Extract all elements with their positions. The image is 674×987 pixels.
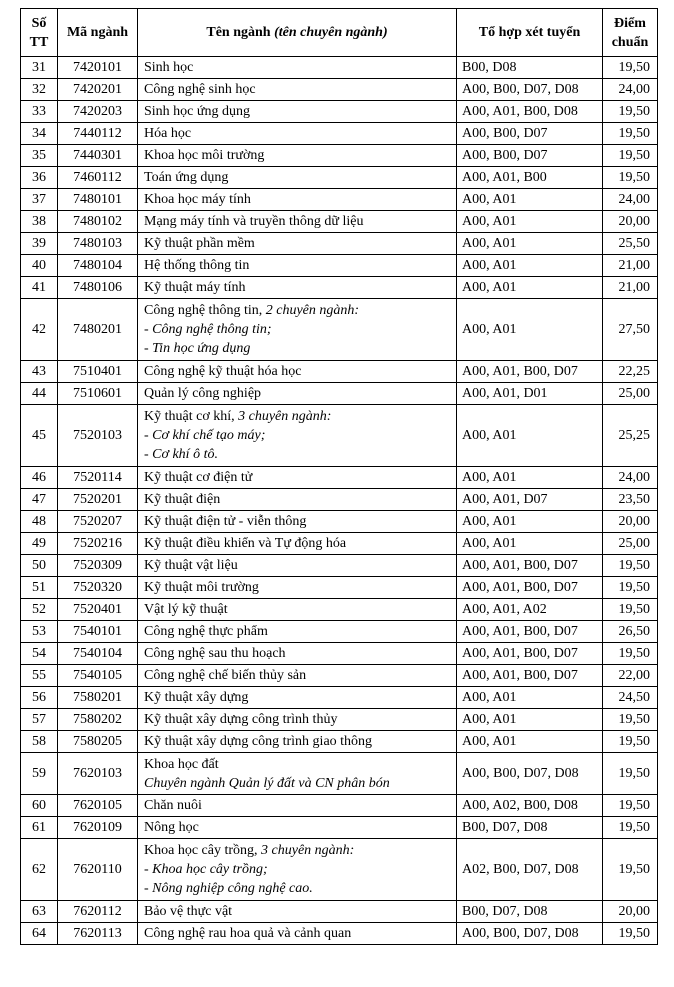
row-ma-nganh: 7520320 — [58, 577, 138, 599]
row-stt: 49 — [21, 533, 58, 555]
row-to-hop: A00, A01, B00, D07 — [457, 665, 603, 687]
row-diem-chuan: 19,50 — [603, 145, 658, 167]
row-to-hop: A00, A01, B00, D07 — [457, 621, 603, 643]
row-ten-nganh — [138, 511, 457, 533]
row-ma-nganh: 7520401 — [58, 599, 138, 621]
major-name-line — [144, 534, 451, 553]
major-name-line — [144, 58, 451, 77]
table-row — [21, 643, 658, 665]
row-ten-nganh — [138, 489, 457, 511]
table-row — [21, 467, 658, 489]
table-row — [21, 687, 658, 709]
row-stt: 59 — [21, 753, 58, 795]
row-ma-nganh: 7420101 — [58, 57, 138, 79]
major-name: Khoa học môi trường — [144, 148, 265, 163]
specialization-item: - Nông nghiệp công nghệ cao. — [144, 881, 313, 896]
row-stt: 52 — [21, 599, 58, 621]
row-ma-nganh: 7420203 — [58, 101, 138, 123]
row-stt: 42 — [21, 299, 58, 361]
row-diem-chuan: 26,50 — [603, 621, 658, 643]
row-ma-nganh: 7520201 — [58, 489, 138, 511]
row-to-hop: A00, A01, B00, D07 — [457, 577, 603, 599]
row-diem-chuan: 22,00 — [603, 665, 658, 687]
table-row — [21, 277, 658, 299]
table-row — [21, 511, 658, 533]
major-name: Khoa học cây trồng, — [144, 843, 262, 858]
row-stt: 53 — [21, 621, 58, 643]
table-row — [21, 57, 658, 79]
major-name: Công nghệ rau hoa quả và cảnh quan — [144, 926, 352, 941]
specialization-item: - Tin học ứng dụng — [144, 341, 251, 356]
row-to-hop: A00, A01, D07 — [457, 489, 603, 511]
table-row — [21, 383, 658, 405]
table-row — [21, 621, 658, 643]
row-ten-nganh — [138, 145, 457, 167]
row-ma-nganh: 7520207 — [58, 511, 138, 533]
row-stt: 39 — [21, 233, 58, 255]
row-stt: 38 — [21, 211, 58, 233]
row-ten-nganh — [138, 731, 457, 753]
specialization-item: - Cơ khí ô tô. — [144, 447, 218, 462]
major-name-line — [144, 818, 451, 837]
row-ma-nganh: 7620105 — [58, 795, 138, 817]
major-name-line — [144, 278, 451, 297]
major-name: Kỹ thuật cơ điện tử — [144, 470, 253, 485]
row-ten-nganh — [138, 817, 457, 839]
specialization-item: Chuyên ngành Quản lý đất và CN phân bón — [144, 775, 390, 791]
row-diem-chuan: 19,50 — [603, 101, 658, 123]
row-ma-nganh: 7440112 — [58, 123, 138, 145]
row-stt: 44 — [21, 383, 58, 405]
major-name-line — [144, 190, 451, 209]
header-to-hop: Tổ hợp xét tuyển — [457, 9, 603, 57]
specialization-count: 3 chuyên ngành: — [261, 843, 355, 858]
row-ten-nganh — [138, 277, 457, 299]
major-name-line — [144, 732, 451, 751]
row-stt: 47 — [21, 489, 58, 511]
major-name-line — [144, 490, 451, 509]
table-row — [21, 233, 658, 255]
row-diem-chuan: 25,00 — [603, 533, 658, 555]
row-ten-nganh — [138, 299, 457, 361]
major-name: Kỹ thuật xây dựng — [144, 690, 249, 705]
table-row — [21, 361, 658, 383]
table-row — [21, 145, 658, 167]
row-ten-nganh — [138, 57, 457, 79]
row-ten-nganh — [138, 621, 457, 643]
row-diem-chuan: 21,00 — [603, 255, 658, 277]
row-diem-chuan: 20,00 — [603, 211, 658, 233]
row-ma-nganh: 7520103 — [58, 405, 138, 467]
major-name-line — [144, 600, 451, 619]
major-name-line — [144, 256, 451, 275]
row-diem-chuan: 24,00 — [603, 189, 658, 211]
row-stt: 58 — [21, 731, 58, 753]
major-name-line — [144, 924, 451, 943]
header-ten-nganh-italic: (tên chuyên ngành) — [274, 25, 388, 40]
table-row — [21, 731, 658, 753]
major-name-line — [144, 234, 451, 253]
row-stt: 36 — [21, 167, 58, 189]
row-ten-nganh — [138, 599, 457, 621]
major-name-line — [144, 841, 451, 860]
table-row — [21, 795, 658, 817]
major-name-line — [144, 644, 451, 663]
row-ten-nganh — [138, 533, 457, 555]
row-ma-nganh: 7620112 — [58, 901, 138, 923]
row-stt: 61 — [21, 817, 58, 839]
row-diem-chuan: 25,25 — [603, 405, 658, 467]
major-name-line — [144, 301, 451, 320]
row-diem-chuan: 27,50 — [603, 299, 658, 361]
specialization-count: 3 chuyên ngành: — [238, 409, 332, 424]
major-name: Nông học — [144, 820, 199, 835]
row-to-hop: B00, D07, D08 — [457, 901, 603, 923]
row-stt: 62 — [21, 839, 58, 901]
row-stt: 41 — [21, 277, 58, 299]
row-stt: 50 — [21, 555, 58, 577]
row-ten-nganh — [138, 577, 457, 599]
row-ma-nganh: 7520309 — [58, 555, 138, 577]
table-row — [21, 555, 658, 577]
row-diem-chuan: 20,00 — [603, 901, 658, 923]
row-to-hop: A00, A01 — [457, 731, 603, 753]
major-name: Kỹ thuật vật liệu — [144, 558, 238, 573]
row-ten-nganh — [138, 405, 457, 467]
major-name: Sinh học ứng dụng — [144, 104, 250, 119]
row-ma-nganh: 7440301 — [58, 145, 138, 167]
row-to-hop: A00, A01, B00, D07 — [457, 361, 603, 383]
row-to-hop: A00, A01, B00, D07 — [457, 643, 603, 665]
row-stt: 35 — [21, 145, 58, 167]
row-to-hop: A00, A01 — [457, 299, 603, 361]
row-ten-nganh — [138, 555, 457, 577]
row-ma-nganh: 7510601 — [58, 383, 138, 405]
header-ten-nganh-main: Tên ngành — [206, 25, 275, 40]
row-stt: 64 — [21, 923, 58, 945]
major-name-line — [144, 102, 451, 121]
row-diem-chuan: 24,00 — [603, 79, 658, 101]
row-ma-nganh: 7540101 — [58, 621, 138, 643]
row-ten-nganh — [138, 255, 457, 277]
row-diem-chuan: 19,50 — [603, 167, 658, 189]
major-name: Công nghệ sau thu hoạch — [144, 646, 286, 661]
row-to-hop: A00, A01 — [457, 255, 603, 277]
row-diem-chuan: 19,50 — [603, 817, 658, 839]
row-diem-chuan: 19,50 — [603, 123, 658, 145]
row-to-hop: B00, D08 — [457, 57, 603, 79]
major-name: Sinh học — [144, 60, 194, 75]
row-stt: 33 — [21, 101, 58, 123]
table-row — [21, 533, 658, 555]
row-ten-nganh — [138, 123, 457, 145]
major-name-line — [144, 146, 451, 165]
row-ma-nganh: 7520216 — [58, 533, 138, 555]
row-stt: 63 — [21, 901, 58, 923]
row-ma-nganh: 7480101 — [58, 189, 138, 211]
row-ten-nganh — [138, 795, 457, 817]
row-stt: 51 — [21, 577, 58, 599]
row-ten-nganh — [138, 839, 457, 901]
major-name: Toán ứng dụng — [144, 170, 229, 185]
row-to-hop: A00, B00, D07, D08 — [457, 923, 603, 945]
major-name-line — [144, 407, 451, 426]
table-row — [21, 101, 658, 123]
specialization-item: - Cơ khí chế tạo máy; — [144, 428, 266, 443]
table-row — [21, 599, 658, 621]
major-name: Vật lý kỹ thuật — [144, 602, 228, 617]
row-ma-nganh: 7620110 — [58, 839, 138, 901]
major-name: Chăn nuôi — [144, 798, 202, 813]
row-stt: 46 — [21, 467, 58, 489]
row-ma-nganh: 7620109 — [58, 817, 138, 839]
row-to-hop: A00, B00, D07 — [457, 145, 603, 167]
row-to-hop: A00, A01 — [457, 233, 603, 255]
table-row — [21, 817, 658, 839]
row-stt: 31 — [21, 57, 58, 79]
row-stt: 40 — [21, 255, 58, 277]
row-ten-nganh — [138, 753, 457, 795]
major-name-line — [144, 362, 451, 381]
row-diem-chuan: 19,50 — [603, 709, 658, 731]
row-ten-nganh — [138, 189, 457, 211]
row-to-hop: A02, B00, D07, D08 — [457, 839, 603, 901]
row-ma-nganh: 7620113 — [58, 923, 138, 945]
table-row — [21, 255, 658, 277]
row-ten-nganh — [138, 211, 457, 233]
row-ma-nganh: 7540105 — [58, 665, 138, 687]
major-name: Kỹ thuật xây dựng công trình thủy — [144, 712, 338, 727]
row-to-hop: A00, A02, B00, D08 — [457, 795, 603, 817]
row-to-hop: A00, A01 — [457, 405, 603, 467]
row-stt: 60 — [21, 795, 58, 817]
major-name: Kỹ thuật điện — [144, 492, 221, 507]
major-name-line — [144, 688, 451, 707]
specialization-count: 2 chuyên ngành: — [265, 303, 360, 318]
major-name-line — [144, 666, 451, 685]
row-to-hop: A00, A01, B00, D08 — [457, 101, 603, 123]
row-to-hop: A00, A01 — [457, 211, 603, 233]
row-ten-nganh — [138, 665, 457, 687]
major-name: Kỹ thuật điều khiển và Tự động hóa — [144, 536, 347, 551]
row-ma-nganh: 7460112 — [58, 167, 138, 189]
row-ma-nganh: 7540104 — [58, 643, 138, 665]
row-to-hop: A00, A01 — [457, 687, 603, 709]
specialization-item: - Công nghệ thông tin; — [144, 322, 272, 337]
row-stt: 37 — [21, 189, 58, 211]
table-body — [21, 57, 658, 945]
row-ten-nganh — [138, 687, 457, 709]
row-diem-chuan: 25,00 — [603, 383, 658, 405]
major-name: Kỹ thuật cơ khí, — [144, 409, 239, 424]
row-to-hop: A00, A01 — [457, 277, 603, 299]
table-header-row — [21, 9, 658, 57]
row-to-hop: A00, A01 — [457, 511, 603, 533]
row-ten-nganh — [138, 361, 457, 383]
major-name-line — [144, 512, 451, 531]
table-row — [21, 405, 658, 467]
table-row — [21, 839, 658, 901]
row-to-hop: A00, A01, A02 — [457, 599, 603, 621]
major-name: Công nghệ thực phẩm — [144, 624, 268, 639]
row-ten-nganh — [138, 383, 457, 405]
major-name: Kỹ thuật phần mềm — [144, 236, 255, 251]
major-name-line — [144, 384, 451, 403]
major-name: Bảo vệ thực vật — [144, 904, 233, 919]
major-name-line — [144, 622, 451, 641]
major-name: Hóa học — [144, 126, 192, 141]
row-stt: 34 — [21, 123, 58, 145]
table-row — [21, 577, 658, 599]
table-row — [21, 189, 658, 211]
row-diem-chuan: 19,50 — [603, 599, 658, 621]
major-name-line — [144, 578, 451, 597]
major-name: Mạng máy tính và truyền thông dữ liệu — [144, 214, 364, 229]
row-diem-chuan: 19,50 — [603, 643, 658, 665]
header-ma-nganh: Mã ngành — [58, 9, 138, 57]
row-to-hop: A00, B00, D07, D08 — [457, 79, 603, 101]
major-name: Khoa học đất — [144, 756, 219, 772]
major-name: Kỹ thuật điện tử - viễn thông — [144, 514, 307, 529]
header-diem-chuan: Điểm chuẩn — [603, 9, 658, 57]
row-diem-chuan: 19,50 — [603, 577, 658, 599]
major-name-line — [144, 710, 451, 729]
major-name: Kỹ thuật máy tính — [144, 280, 246, 295]
row-ma-nganh: 7580205 — [58, 731, 138, 753]
row-to-hop: A00, A01 — [457, 533, 603, 555]
major-name-line — [144, 796, 451, 815]
row-ma-nganh: 7510401 — [58, 361, 138, 383]
row-stt: 56 — [21, 687, 58, 709]
row-diem-chuan: 21,00 — [603, 277, 658, 299]
row-ma-nganh: 7480102 — [58, 211, 138, 233]
table-row — [21, 753, 658, 795]
row-stt: 54 — [21, 643, 58, 665]
table-row — [21, 167, 658, 189]
major-name: Công nghệ kỹ thuật hóa học — [144, 364, 302, 379]
header-stt: Số TT — [21, 9, 58, 57]
major-name-line — [144, 755, 451, 774]
row-ten-nganh — [138, 101, 457, 123]
major-name: Công nghệ chế biến thủy sản — [144, 668, 307, 683]
row-ma-nganh: 7420201 — [58, 79, 138, 101]
major-name-line — [144, 168, 451, 187]
table-row — [21, 79, 658, 101]
row-to-hop: A00, B00, D07, D08 — [457, 753, 603, 795]
table-row — [21, 123, 658, 145]
admission-scores-table — [20, 8, 658, 945]
row-ma-nganh: 7480201 — [58, 299, 138, 361]
row-to-hop: A00, A01 — [457, 189, 603, 211]
row-diem-chuan: 22,25 — [603, 361, 658, 383]
table-row — [21, 901, 658, 923]
row-ma-nganh: 7580202 — [58, 709, 138, 731]
major-name-line — [144, 212, 451, 231]
row-ten-nganh — [138, 167, 457, 189]
row-diem-chuan: 20,00 — [603, 511, 658, 533]
table-row — [21, 299, 658, 361]
row-to-hop: A00, B00, D07 — [457, 123, 603, 145]
major-name: Công nghệ sinh học — [144, 82, 256, 97]
major-name: Hệ thống thông tin — [144, 258, 250, 273]
row-diem-chuan: 19,50 — [603, 753, 658, 795]
row-ma-nganh: 7480104 — [58, 255, 138, 277]
row-diem-chuan: 19,50 — [603, 923, 658, 945]
row-ma-nganh: 7520114 — [58, 467, 138, 489]
row-stt: 32 — [21, 79, 58, 101]
major-name: Quản lý công nghiệp — [144, 386, 262, 401]
row-diem-chuan: 19,50 — [603, 555, 658, 577]
table-row — [21, 489, 658, 511]
major-name: Kỹ thuật xây dựng công trình giao thông — [144, 734, 373, 749]
row-ma-nganh: 7480103 — [58, 233, 138, 255]
row-ten-nganh — [138, 233, 457, 255]
major-name-line — [144, 124, 451, 143]
row-stt: 45 — [21, 405, 58, 467]
row-ma-nganh: 7480106 — [58, 277, 138, 299]
row-diem-chuan: 24,50 — [603, 687, 658, 709]
row-to-hop: B00, D07, D08 — [457, 817, 603, 839]
row-to-hop: A00, A01, B00, D07 — [457, 555, 603, 577]
row-diem-chuan: 25,50 — [603, 233, 658, 255]
major-name-line — [144, 556, 451, 575]
row-ten-nganh — [138, 709, 457, 731]
row-to-hop: A00, A01 — [457, 467, 603, 489]
row-to-hop: A00, A01 — [457, 709, 603, 731]
row-ten-nganh — [138, 923, 457, 945]
row-diem-chuan: 19,50 — [603, 57, 658, 79]
major-name-line — [144, 80, 451, 99]
row-to-hop: A00, A01, B00 — [457, 167, 603, 189]
major-name: Công nghệ thông tin, — [144, 303, 266, 318]
row-to-hop: A00, A01, D01 — [457, 383, 603, 405]
table-row — [21, 665, 658, 687]
table-row — [21, 211, 658, 233]
row-stt: 55 — [21, 665, 58, 687]
table-row — [21, 709, 658, 731]
row-diem-chuan: 19,50 — [603, 839, 658, 901]
row-diem-chuan: 24,00 — [603, 467, 658, 489]
major-name: Khoa học máy tính — [144, 192, 251, 207]
row-diem-chuan: 19,50 — [603, 795, 658, 817]
row-ma-nganh: 7580201 — [58, 687, 138, 709]
header-ten-nganh — [138, 9, 457, 57]
table-row — [21, 923, 658, 945]
row-diem-chuan: 19,50 — [603, 731, 658, 753]
major-name: Kỹ thuật môi trường — [144, 580, 259, 595]
row-ten-nganh — [138, 79, 457, 101]
row-stt: 48 — [21, 511, 58, 533]
row-diem-chuan: 23,50 — [603, 489, 658, 511]
row-ten-nganh — [138, 467, 457, 489]
major-name-line — [144, 468, 451, 487]
row-ten-nganh — [138, 643, 457, 665]
row-ma-nganh: 7620103 — [58, 753, 138, 795]
row-stt: 57 — [21, 709, 58, 731]
specialization-item: - Khoa học cây trồng; — [144, 862, 268, 877]
major-name-line — [144, 902, 451, 921]
row-stt: 43 — [21, 361, 58, 383]
row-ten-nganh — [138, 901, 457, 923]
